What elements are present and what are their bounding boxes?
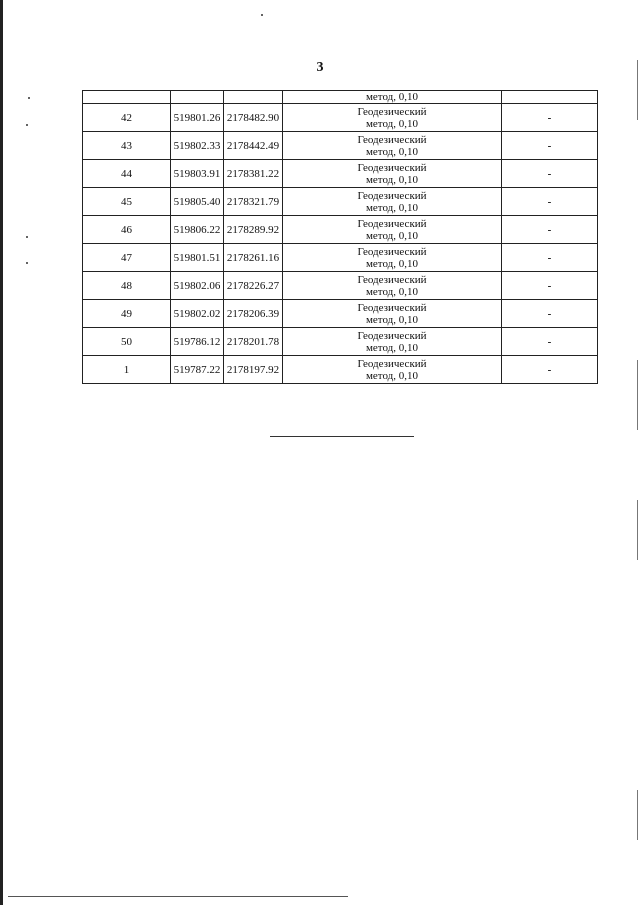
cell-y: 2178442.49 <box>224 132 283 160</box>
table-row <box>83 328 598 356</box>
scan-speck <box>26 236 28 238</box>
method-line-2: метод, 0,10 <box>365 313 419 326</box>
cell-y: 2178201.78 <box>224 328 283 356</box>
cell-x: 519802.06 <box>171 272 224 300</box>
cell-x: 519801.26 <box>171 104 224 132</box>
cell-note: - <box>502 104 598 132</box>
method-line-1: Геодезический <box>357 357 427 370</box>
cell-point-number: 48 <box>83 272 171 300</box>
cell-y: 2178289.92 <box>224 216 283 244</box>
method-line-2: метод, 0,10 <box>365 145 419 158</box>
method-line-1: Геодезический <box>357 189 427 202</box>
method-line-1: Геодезический <box>357 301 427 314</box>
table-row-continued <box>83 91 598 104</box>
table-row <box>83 272 598 300</box>
cell-y: 2178261.16 <box>224 244 283 272</box>
cell-point-number <box>83 91 171 104</box>
cell-note: - <box>502 272 598 300</box>
table-row <box>83 160 598 188</box>
method-line-1: Геодезический <box>357 245 427 258</box>
method-line-2: метод, 0,10 <box>365 117 419 130</box>
cell-note: - <box>502 160 598 188</box>
cell-x: 519787.22 <box>171 356 224 384</box>
method-line-1: Геодезический <box>357 329 427 342</box>
method-line-2: метод, 0,10 <box>365 229 419 242</box>
cell-y: 2178197.92 <box>224 356 283 384</box>
method-line-1: Геодезический <box>357 217 427 230</box>
scan-speck <box>26 262 28 264</box>
cell-y: 2178226.27 <box>224 272 283 300</box>
cell-note: - <box>502 216 598 244</box>
cell-point-number: 47 <box>83 244 171 272</box>
cell-point-number: 46 <box>83 216 171 244</box>
method-line-1: Геодезический <box>357 273 427 286</box>
cell-x: 519803.91 <box>171 160 224 188</box>
cell-point-number: 50 <box>83 328 171 356</box>
cell-note: - <box>502 132 598 160</box>
cell-note <box>502 91 598 104</box>
scan-speck <box>261 14 263 16</box>
scan-speck <box>28 97 30 99</box>
cell-method: метод, 0,10 <box>283 91 502 104</box>
cell-point-number: 43 <box>83 132 171 160</box>
cell-point-number: 1 <box>83 356 171 384</box>
cell-note: - <box>502 356 598 384</box>
cell-x: 519806.22 <box>171 216 224 244</box>
method-line-1: Геодезический <box>357 161 427 174</box>
cell-y: 2178381.22 <box>224 160 283 188</box>
method-line-2: метод, 0,10 <box>365 201 419 214</box>
separator-line <box>270 436 414 437</box>
cell-method <box>283 216 502 244</box>
table-row <box>83 132 598 160</box>
method-line-2: метод, 0,10 <box>365 341 419 354</box>
scan-speck <box>26 124 28 126</box>
table-row <box>83 104 598 132</box>
coordinates-table <box>82 90 598 384</box>
scan-bottom-edge <box>8 896 348 897</box>
cell-y: 2178482.90 <box>224 104 283 132</box>
cell-x: 519786.12 <box>171 328 224 356</box>
cell-method <box>283 356 502 384</box>
cell-y <box>224 91 283 104</box>
cell-method <box>283 160 502 188</box>
scan-right-mark <box>637 790 638 840</box>
cell-y: 2178321.79 <box>224 188 283 216</box>
cell-point-number: 49 <box>83 300 171 328</box>
cell-x: 519805.40 <box>171 188 224 216</box>
method-line-2: метод, 0,10 <box>365 173 419 186</box>
cell-note: - <box>502 188 598 216</box>
cell-x: 519801.51 <box>171 244 224 272</box>
table-row <box>83 188 598 216</box>
cell-method <box>283 244 502 272</box>
cell-note: - <box>502 244 598 272</box>
scan-left-edge <box>0 0 3 905</box>
method-line-1: Геодезический <box>357 105 427 118</box>
cell-note: - <box>502 300 598 328</box>
cell-x: 519802.33 <box>171 132 224 160</box>
cell-x: 519802.02 <box>171 300 224 328</box>
table-row <box>83 356 598 384</box>
scan-right-mark <box>637 360 638 430</box>
method-line-1: Геодезический <box>357 133 427 146</box>
table-row <box>83 300 598 328</box>
cell-method <box>283 132 502 160</box>
cell-note: - <box>502 328 598 356</box>
cell-point-number: 45 <box>83 188 171 216</box>
table-row <box>83 216 598 244</box>
method-line-2: метод, 0,10 <box>365 257 419 270</box>
method-line-2: метод, 0,10 <box>365 285 419 298</box>
table-row <box>83 244 598 272</box>
cell-method <box>283 300 502 328</box>
cell-method <box>283 188 502 216</box>
cell-method <box>283 272 502 300</box>
method-line-2: метод, 0,10 <box>365 369 419 382</box>
page-number: 3 <box>316 60 324 75</box>
cell-y: 2178206.39 <box>224 300 283 328</box>
scan-right-mark <box>637 500 638 560</box>
cell-x <box>171 91 224 104</box>
cell-point-number: 44 <box>83 160 171 188</box>
cell-point-number: 42 <box>83 104 171 132</box>
cell-method <box>283 104 502 132</box>
cell-method <box>283 328 502 356</box>
